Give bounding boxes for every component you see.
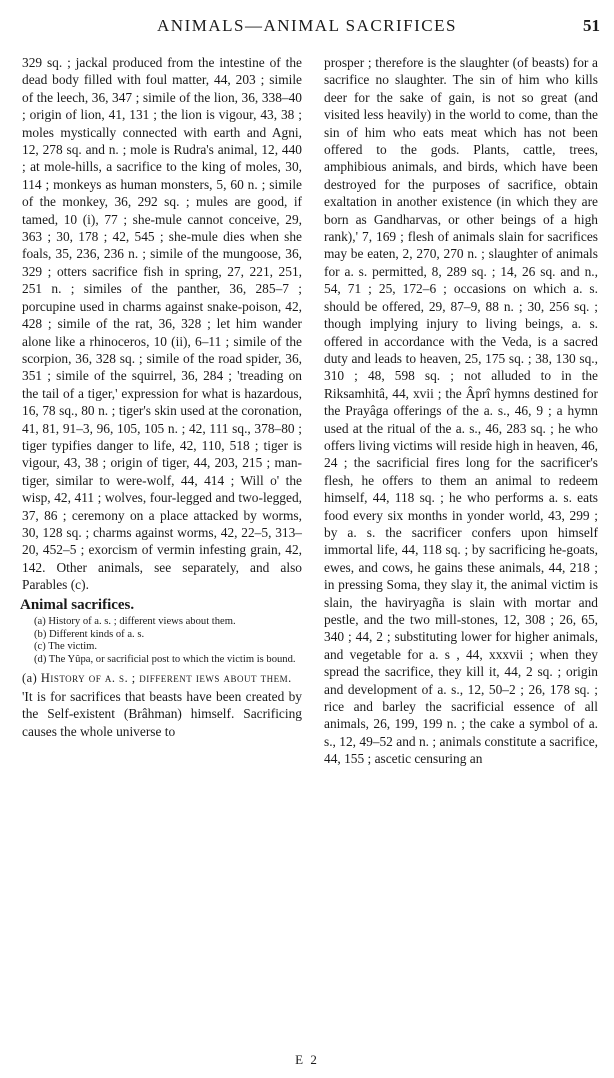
signature-mark: E 2 [295,1052,319,1067]
subsection-item-d: (d) The Yûpa, or sacrificial post to which the victim is bound. [34,653,296,665]
index-entry-animals-continued: 329 sq. ; jackal produced from the intestine of the dead body filled with foul matter, 44, 203 ; simile of the leech, 36, 347 ; simile of the lion, 36, 338–40 ; origin of lion, 41, 131 ; the lion is vigour, 43, 38 ; moles mystically connected with earth and Agni, 12, 278 sq. and n. ; mole is Rudra's animal, 12, 440 ; at mole-hills, a sacrifice to the king of moles, 30, 114 ; monkeys as human monsters, 5, 60 n. ; simile of the monkey, 36, 292 sq. ; mules are good, if tamed, 10 (i), 77 ; she-mule cannot conceive, 29, 363 ; 30, 178 ; 42, 545 ; she-mule dies when she foals, 35, 236, 236 n. ; simile of the mungoose, 36, 329 ; otters sacrifice fish in spring, 27, 221, 251, 251 n. ; similes of the panther, 36, 285–7 ; porcupine used in charms against snake-poison, 42, 428 ; simile of the rat, 36, 328 ; let him wander alone like a rhinoceros, 10 (ii), 6–11 ; simile of the scorpion, 36, 328 sq. ; simile of the road spider, 36, 351 ; simile of the squirrel, 36, 284 ; 'treading on the tail of a tiger,' expression for what is hazardous, 16, 78 sq., 80 n. ; tiger's skin used at the coronation, 41, 81, 91–3, 96, 105, 105 n. ; 42, 111 sq., 378–80 ; tiger typifies danger to life, 42, 110, 518 ; tiger is vigour, 43, 38 ; origin of tiger, 44, 203, 215 ; man-tiger, similar to were-wolf, 44, 414 ; Will o' the wisp, 42, 411 ; wolves, four-legged and two-legged, 37, 86 ; ceremony on a place attacked by worms, 30, 128 sq. ; charms against worms, 42, 22–5, 313–20, 452–5 ; exorcism of vermin infesting grain, 42, 142. Other animals, see separately, and also Parables (c). [22,55,302,593]
page-header [0,16,614,40]
subsection-list [34,616,302,666]
page-number: 51 [583,16,600,35]
subsection-heading-history [22,670,302,687]
section-heading-animal-sacrifices: Animal sacrifices. [20,596,135,613]
subsection-item-a: (a) History of a. s. ; different views about them. [34,616,236,627]
subsection-marker: (a) [22,671,38,686]
left-column [22,54,302,740]
index-entry-history-continued: prosper ; therefore is the slaughter (of beasts) for a sacrifice no slaughter. The sin of him who kills deer for the sake of gain, is not so great (and visited less heavily) in the world to come, than the sin of him who eats meat which has not been offered to the gods. Plants, cattle, trees, amphibious animals, and birds, which have been destroyed for the purposes of sacrifice, obtain exaltation in another existence (in which they are born as Gandharvas, or other beings of a high rank),' 7, 169 ; flesh of animals slain for sacrifices may be eaten, 2, 270, 270 n. ; slaughter of animals for a. s. permitted, 8, 289 sq. ; 14, 26 sq. and n., 54, 71 ; 25, 172–6 ; occasions on which a. s. should be offered, 29, 87–9, 88 n. ; 30, 256 sq. ; though implying injury to living beings, a. s. offered in accordance with the Veda, is a sacred duty and leads to heaven, 25, 175 sq. ; 38, 130 sq., 310 ; 48, 598 sq. ; not alluded to in the Riksamhitâ, 44, xvii ; the Âprî hymns destined for the Prayâga offerings of the a. s., 46, 9 ; a hymn used at the ritual of the a. s., 46, 283 sq. ; he who offers living victims will reside high in heaven, 46, 24 ; the sacrificial fires long for the sacrificer's flesh, he offers to them an animal to redeem himself, 44, 118 sq. ; he who performs a. s. eats food every six months in yonder world, 43, 299 ; by a. s. the sacrificer confers upon himself immortal life, 44, 118 sq. ; by sacrificing he-goats, ewes, and cows, he gains these animals, 44, 218 ; in pressing Soma, they slay it, the animal victim is slain, the haviryagña is slain with mortar and pestle, and the two mill-stones, 12, 308 ; 26, 65, 340 ; 44, 2 ; substituting lower for higher animals, and vegetable for a. s , 44, xxxvii ; when they spread the sacrifice, they kill it, 44, 2 sq. ; origin and development of a. s., 12, 50–2 ; 26, 178 sq. ; rice and barley the sacrificial essence of all animals, 26, 199, 199 n. ; the cake a symbol of a. s., 12, 49–52 and n. ; animals constitute a sacrifice, 44, 155 ; ascetic censuring an [324,55,598,767]
right-column [324,54,598,768]
index-entry-history-start: 'It is for sacrifices that beasts have been created by the Self-existent (Brâhman) himself. Sacrificing causes the whole universe to [22,688,302,739]
running-head: ANIMALS—ANIMAL SACRIFICES [157,16,457,35]
subsection-item-c: (c) The victim. [34,641,98,653]
subsection-title: History of a. s. ; different iews about them. [40,671,292,686]
subsection-item-b: (b) Different kinds of a. s. [34,628,145,640]
